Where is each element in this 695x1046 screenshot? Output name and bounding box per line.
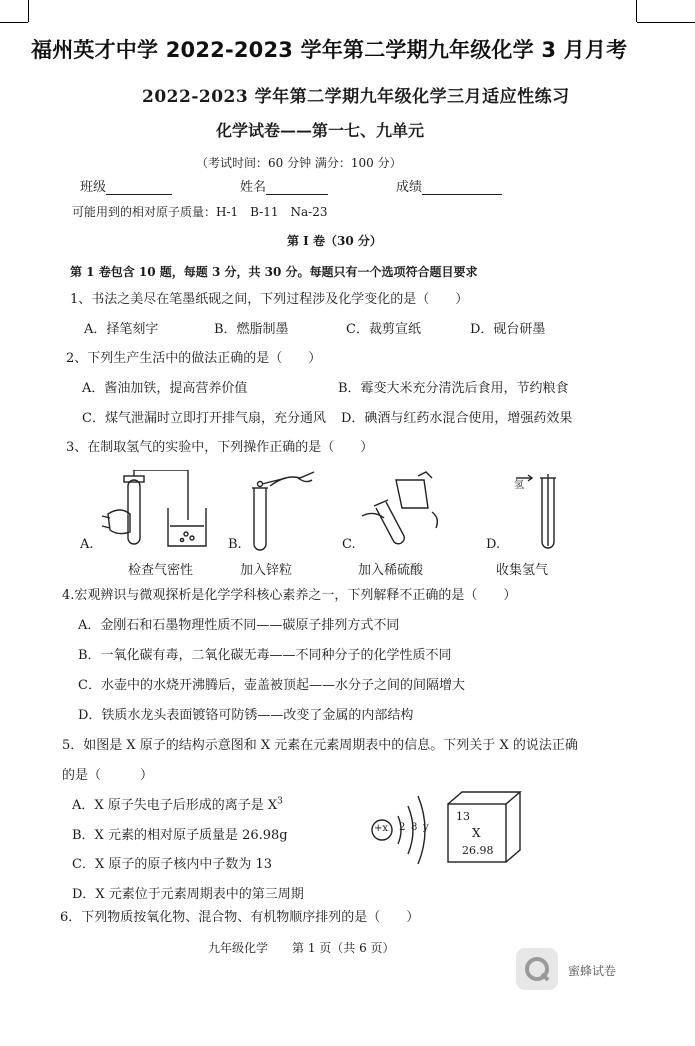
- crop-mark: [637, 22, 695, 23]
- q5-option-a-text: A．X 原子失电子后形成的离子是 X: [72, 798, 278, 813]
- q1-option-d: D．砚台研墨: [470, 322, 546, 337]
- q2-stem: 2、下列生产生活中的做法正确的是（ ）: [66, 351, 322, 366]
- section-heading: 第 I 卷（30 分）: [287, 234, 382, 248]
- q3-option-c-letter: C.: [342, 537, 356, 552]
- q3-option-d-letter: D.: [486, 537, 501, 552]
- q2-option-d: D．碘酒与红药水混合使用，增强药效果: [341, 411, 573, 426]
- q5-option-a: [72, 794, 283, 813]
- q6-stem: 6．下列物质按氧化物、混合物、有机物顺序排列的是（ ）: [60, 910, 420, 925]
- crop-mark: [636, 0, 637, 22]
- q5-stem-line2: 的是（ ）: [62, 768, 154, 783]
- add-acid-figure: [356, 468, 446, 552]
- q1-option-a: A．择笔刻字: [84, 322, 159, 337]
- collect-hydrogen-figure: [500, 472, 570, 552]
- cell-atomic-mass: 26.98: [462, 844, 494, 857]
- q3-caption-a: 检查气密性: [128, 563, 194, 578]
- class-label: 班级: [80, 180, 107, 195]
- cell-atomic-number: 13: [456, 810, 470, 823]
- q3-stem: 3、在制取氢气的实验中，下列操作正确的是（ ）: [66, 440, 374, 455]
- q4-option-b: B．一氧化碳有毒，二氧化碳无毒——不同种分子的化学性质不同: [78, 648, 452, 663]
- brand-logo: [516, 948, 558, 990]
- q3-caption-c: 加入稀硫酸: [358, 563, 424, 578]
- bee-icon: [516, 948, 558, 990]
- name-blank: [266, 182, 328, 195]
- q1-option-b: B．燃脂制墨: [214, 322, 289, 337]
- section-instruction: 第 1 卷包含 10 题，每题 3 分，共 30 分。每题只有一个选项符合题目要求: [70, 265, 478, 279]
- q4-option-a: A．金刚石和石墨物理性质不同——碳原子排列方式不同: [78, 618, 400, 633]
- brand-name: 蜜蜂试卷: [568, 964, 617, 978]
- class-field: [80, 176, 172, 195]
- add-zinc-figure: [240, 464, 320, 552]
- q2-option-c: C．煤气泄漏时立即打开排气扇，充分通风: [82, 411, 326, 426]
- q4-option-d: D．铁质水龙头表面镀铬可防锈——改变了金属的内部结构: [78, 708, 414, 723]
- shell-3-electrons: y: [423, 822, 429, 833]
- q3-option-a-letter: A.: [80, 537, 94, 552]
- cell-element-symbol: X: [472, 826, 481, 840]
- page-footer: 九年级化学 第 1 页（共 6 页）: [208, 941, 395, 955]
- q2-option-a: A．酱油加铁，提高营养价值: [82, 381, 248, 396]
- shell-1-electrons: 2: [399, 822, 406, 833]
- q4-option-c: C．水壶中的水烧开沸腾后，壶盖被顶起——水分子之间的间隔增大: [78, 678, 465, 693]
- q5-option-d: D．X 元素位于元素周期表中的第三周期: [72, 887, 304, 902]
- crop-mark: [28, 0, 29, 22]
- q4-stem: 4.宏观辨识与微观探析是化学学科核心素养之一，下列解释不正确的是（ ）: [62, 588, 517, 603]
- document-title: 福州英才中学 2022-2023 学年第二学期九年级化学 3 月月考: [31, 38, 628, 62]
- q2-option-b: B．霉变大米充分清洗后食用，节约粮食: [338, 381, 569, 396]
- exam-subtitle: 化学试卷——第一七、九单元: [216, 121, 425, 140]
- hydrogen-label: 氢: [514, 480, 524, 491]
- score-field: [396, 176, 502, 195]
- atomic-mass-info: 可能用到的相对原子质量：H-1 B-11 Na-23: [72, 205, 328, 219]
- shell-2-electrons: 8: [411, 822, 418, 833]
- q5-option-a-superscript: 3: [277, 796, 283, 807]
- class-blank: [106, 182, 172, 195]
- name-field: [240, 176, 328, 195]
- q5-stem-line1: 5．如图是 X 原子的结构示意图和 X 元素在元素周期表中的信息。下列关于 X 的说法正确: [62, 738, 578, 753]
- q3-option-b-letter: B.: [228, 537, 242, 552]
- exam-title: 2022-2023 学年第二学期九年级化学三月适应性练习: [142, 87, 570, 107]
- q3-caption-b: 加入锌粒: [240, 563, 293, 578]
- nucleus-charge: +x: [374, 823, 389, 834]
- q1-option-c: C．裁剪宣纸: [346, 322, 421, 337]
- exam-time-score: （考试时间：60 分钟 满分：100 分）: [196, 156, 402, 170]
- name-label: 姓名: [240, 180, 267, 195]
- q3-caption-d: 收集氢气: [496, 563, 549, 578]
- crop-mark: [0, 22, 28, 23]
- q1-stem: 1、书法之美尽在笔墨纸砚之间，下列过程涉及化学变化的是（ ）: [70, 292, 469, 307]
- score-label: 成绩: [396, 180, 423, 195]
- q5-option-b: B．X 元素的相对原子质量是 26.98g: [72, 828, 288, 843]
- airtightness-check-figure: [100, 470, 212, 552]
- score-blank: [422, 182, 502, 195]
- q5-option-c: C．X 原子的原子核内中子数为 13: [72, 857, 273, 872]
